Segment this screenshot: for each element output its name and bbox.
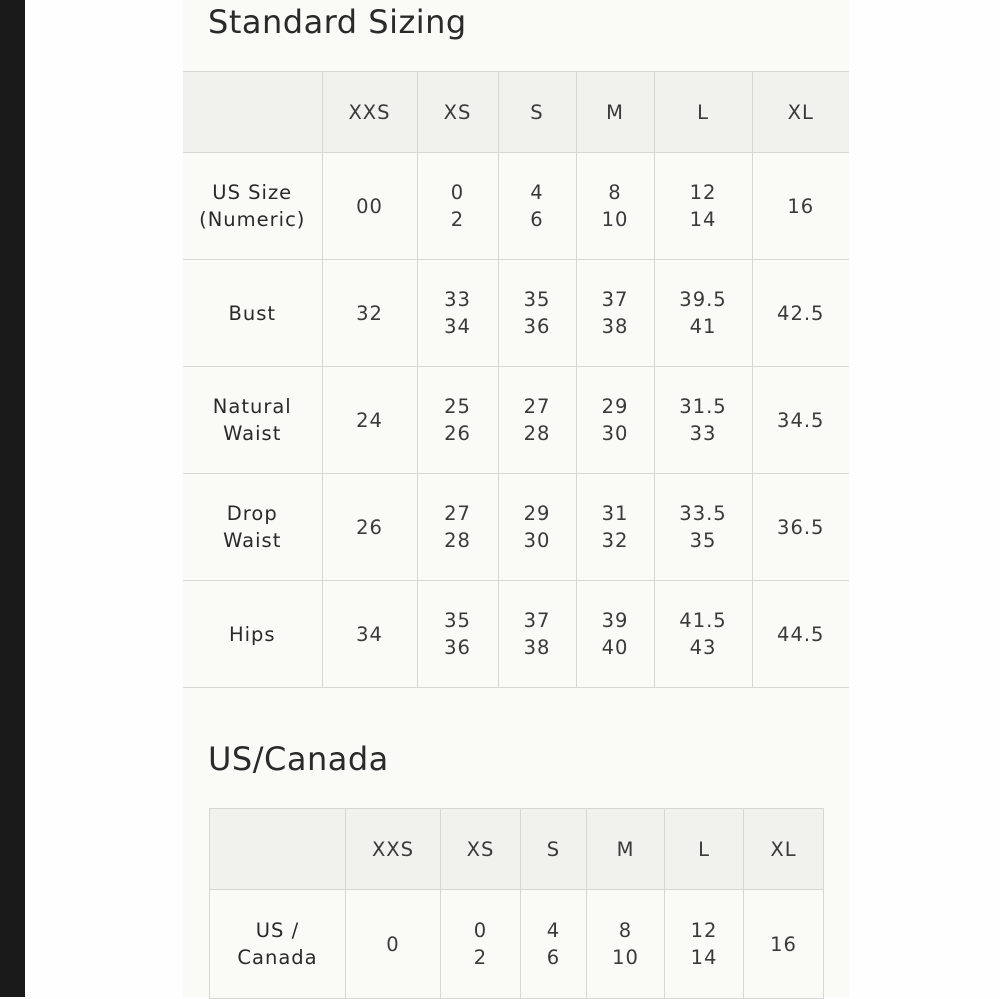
table-cell: [417, 260, 498, 367]
header-cell-xs: XS: [441, 809, 521, 890]
cell-value: 34.5: [777, 408, 825, 432]
cell-value: 32: [601, 529, 629, 552]
cell-value: 34: [444, 315, 471, 338]
cell-value: 35: [444, 609, 471, 632]
cell-value: 27: [523, 395, 551, 418]
row-label-line: Waist: [223, 529, 282, 552]
cell-value: 4: [546, 919, 561, 942]
cell-value: 38: [523, 636, 551, 659]
table-cell: [744, 890, 824, 999]
cell-value: 39: [601, 609, 629, 632]
table-cell: [417, 367, 498, 474]
table-cell: [498, 153, 576, 260]
table-cell: [322, 153, 417, 260]
cell-value: 40: [601, 636, 629, 659]
header-cell-xxs: XXS: [322, 72, 417, 153]
cell-value: 0: [450, 181, 465, 204]
row-label: [183, 474, 322, 581]
row-label-line: Canada: [237, 946, 318, 969]
cell-value: 36: [444, 636, 471, 659]
standard-sizing-title: Standard Sizing: [208, 3, 467, 41]
table-cell: [521, 890, 587, 999]
cell-value: 39.5: [679, 288, 727, 311]
cell-value: 29: [523, 502, 551, 525]
table-cell: [322, 581, 417, 688]
row-label: [183, 153, 322, 260]
table-cell: [654, 474, 752, 581]
cell-value: 26: [356, 515, 383, 539]
cell-value: 34: [356, 622, 383, 646]
table-cell: [417, 474, 498, 581]
header-cell-empty: [183, 72, 322, 153]
table-cell: [576, 367, 654, 474]
header-cell-xs: XS: [417, 72, 498, 153]
cell-value: 10: [612, 946, 639, 969]
cell-value: 30: [601, 422, 629, 445]
row-label: [183, 367, 322, 474]
table-cell: [498, 581, 576, 688]
row-label-line: Drop: [226, 502, 278, 525]
table-cell: [322, 474, 417, 581]
us-canada-table: [209, 808, 824, 999]
row-label: [210, 890, 346, 999]
cell-value: 26: [444, 422, 471, 445]
table-cell: [654, 581, 752, 688]
table-cell: [576, 260, 654, 367]
cell-value: 37: [601, 288, 629, 311]
cell-value: 30: [523, 529, 551, 552]
table-cell: [654, 153, 752, 260]
cell-value: 41: [689, 315, 717, 338]
header-cell-s: S: [498, 72, 576, 153]
row-label: [183, 581, 322, 688]
cell-value: 2: [450, 208, 465, 231]
cell-value: 27: [444, 502, 471, 525]
cell-value: 42.5: [777, 301, 825, 325]
cell-value: 16: [787, 194, 815, 218]
cell-value: 35: [523, 288, 551, 311]
cell-value: 28: [444, 529, 471, 552]
header-cell-xl: XL: [744, 809, 824, 890]
table-cell: [498, 367, 576, 474]
cell-value: 00: [356, 194, 383, 218]
cell-value: 33: [689, 422, 717, 445]
header-cell-m: M: [587, 809, 665, 890]
row-label-line: Bust: [228, 301, 277, 325]
table-row: [183, 153, 849, 260]
table-row: [183, 367, 849, 474]
cell-value: 36: [523, 315, 551, 338]
table-cell: [417, 153, 498, 260]
cell-value: 43: [689, 636, 717, 659]
cell-value: 41.5: [679, 609, 727, 632]
table-cell: [576, 581, 654, 688]
cell-value: 8: [618, 919, 633, 942]
table-cell: [441, 890, 521, 999]
table-cell: [752, 474, 849, 581]
table-cell: [322, 260, 417, 367]
row-label-line: Hips: [228, 622, 276, 646]
row-label: [183, 260, 322, 367]
table-row: [183, 260, 849, 367]
table-cell: [654, 367, 752, 474]
table-cell: [417, 581, 498, 688]
header-cell-m: M: [576, 72, 654, 153]
table-cell: [587, 890, 665, 999]
header-cell-l: L: [665, 809, 744, 890]
cell-value: 0: [386, 932, 400, 956]
left-edge-bar: [0, 0, 25, 997]
table-cell: [498, 474, 576, 581]
cell-value: 14: [689, 208, 717, 231]
row-label-line: US Size: [212, 181, 293, 204]
row-label-line: Natural: [212, 395, 292, 418]
cell-value: 24: [356, 408, 383, 432]
table-row: [183, 474, 849, 581]
cell-value: 12: [690, 919, 718, 942]
table-cell: [576, 153, 654, 260]
header-cell-empty: [210, 809, 346, 890]
table-cell: [322, 367, 417, 474]
header-cell-l: L: [654, 72, 752, 153]
table-row: [183, 581, 849, 688]
table-cell: [752, 153, 849, 260]
cell-value: 38: [601, 315, 629, 338]
cell-value: 14: [690, 946, 718, 969]
cell-value: 8: [608, 181, 622, 204]
cell-value: 36.5: [777, 515, 825, 539]
table-header-row: [210, 809, 824, 890]
header-cell-s: S: [521, 809, 587, 890]
standard-sizing-table: [183, 71, 849, 688]
cell-value: 37: [523, 609, 551, 632]
table-cell: [752, 260, 849, 367]
cell-value: 4: [530, 181, 544, 204]
cell-value: 31.5: [679, 395, 727, 418]
cell-value: 16: [770, 932, 797, 956]
table-header-row: [183, 72, 849, 153]
cell-value: 0: [473, 919, 488, 942]
table-cell: [654, 260, 752, 367]
table-cell: [665, 890, 744, 999]
cell-value: 31: [601, 502, 629, 525]
cell-value: 33: [444, 288, 471, 311]
cell-value: 6: [546, 946, 561, 969]
cell-value: 25: [444, 395, 471, 418]
cell-value: 44.5: [777, 622, 825, 646]
cell-value: 6: [530, 208, 544, 231]
table-cell: [346, 890, 441, 999]
table-cell: [752, 367, 849, 474]
cell-value: 32: [356, 301, 383, 325]
row-label-line: Waist: [223, 422, 282, 445]
cell-value: 28: [523, 422, 551, 445]
row-label-line: US /: [255, 919, 300, 942]
table-cell: [576, 474, 654, 581]
table-cell: [498, 260, 576, 367]
table-row: [210, 890, 824, 999]
header-cell-xxs: XXS: [346, 809, 441, 890]
row-label-line: (Numeric): [199, 208, 306, 231]
cell-value: 10: [601, 208, 629, 231]
cell-value: 12: [689, 181, 717, 204]
cell-value: 29: [601, 395, 629, 418]
cell-value: 35: [689, 529, 717, 552]
us-canada-title: US/Canada: [208, 740, 389, 778]
header-cell-xl: XL: [752, 72, 849, 153]
table-cell: [752, 581, 849, 688]
cell-value: 33.5: [679, 502, 727, 525]
cell-value: 2: [473, 946, 488, 969]
